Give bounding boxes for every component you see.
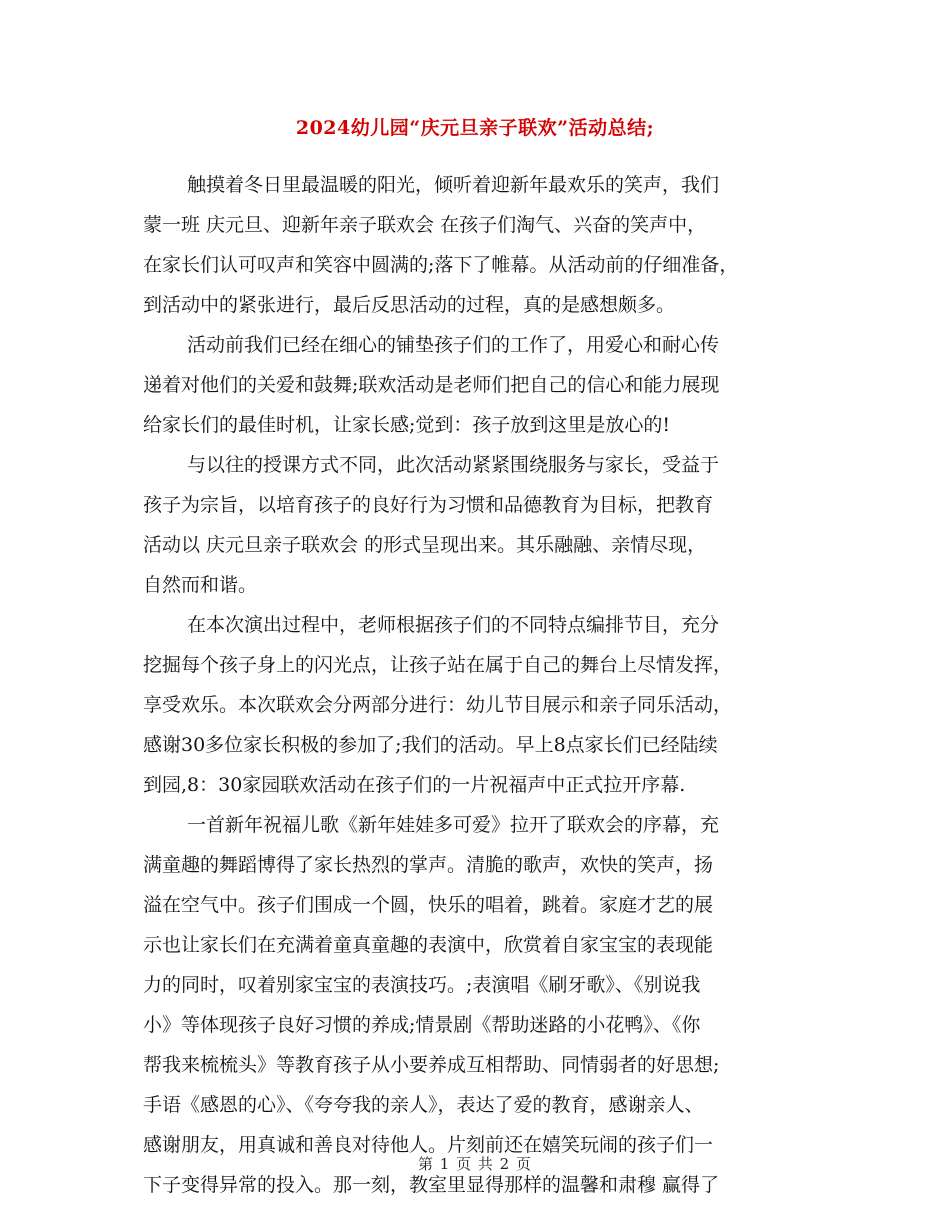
text-line: 享受欢乐。本次联欢会分两部分进行：幼儿节目展示和亲子同乐活动， — [143, 694, 733, 716]
text-line: 挖掘每个孩子身上的闪光点，让孩子站在属于自己的舞台上尽情发挥， — [143, 654, 733, 676]
text-line: 溢在空气中。孩子们围成一个圆，快乐的唱着，跳着。家庭才艺的展 — [143, 894, 714, 916]
text-line: 蒙一班 庆元旦、迎新年亲子联欢会 在孩子们淘气、兴奋的笑声中， — [143, 214, 707, 236]
text-line: 感谢朋友，用真诚和善良对待他人。片刻前还在嬉笑玩闹的孩子们一 — [143, 1134, 714, 1156]
text-line: 孩子为宗旨，以培育孩子的良好行为习惯和品德教育为目标，把教育 — [143, 494, 714, 516]
text-line: 与以往的授课方式不同，此次活动紧紧围绕服务与家长，受益于 — [187, 454, 720, 476]
document-body — [143, 165, 813, 1205]
text-line: 帮我来梳梳头》等教育孩子从小要养成互相帮助、同情弱者的好思想; — [143, 1054, 720, 1076]
page-footer: 第 1 页 共 2 页 — [418, 1155, 532, 1173]
text-line: 手语《感恩的心》、《夸夸我的亲人》，表达了爱的教育，感谢亲人、 — [143, 1094, 704, 1116]
text-line: 到活动中的紧张进行，最后反思活动的过程，真的是感想颇多。 — [143, 294, 676, 316]
text-line: 给家长们的最佳时机，让家长感;觉到：孩子放到这里是放心的! — [143, 414, 671, 436]
text-line: 触摸着冬日里最温暖的阳光，倾听着迎新年最欢乐的笑声，我们 — [187, 174, 720, 196]
document-title: 2024幼儿园“庆元旦亲子联欢”活动总结; — [295, 117, 655, 139]
text-line: 感谢30多位家长积极的参加了;我们的活动。早上8点家长们已经陆续 — [143, 734, 718, 756]
text-line: 下子变得异常的投入。那一刻，教室里显得那样的温馨和肃穆 赢得了 — [143, 1174, 720, 1196]
text-line: 示也让家长们在充满着童真童趣的表演中，欣赏着自家宝宝的表现能 — [143, 934, 714, 956]
text-line: 到园,8：30家园联欢活动在孩子们的一片祝福声中正式拉开序幕. — [143, 774, 686, 796]
text-line: 小》等体现孩子良好习惯的养成;情景剧《帮助迷路的小花鸭》、《你 — [143, 1014, 701, 1036]
text-line: 满童趣的舞蹈博得了家长热烈的掌声。清脆的歌声，欢快的笑声，扬 — [143, 854, 714, 876]
text-line: 自然而和谐。 — [143, 574, 258, 596]
text-line: 在家长们认可叹声和笑容中圆满的;落下了帷幕。从活动前的仔细准备， — [143, 254, 739, 276]
text-line: 活动以 庆元旦亲子联欢会 的形式呈现出来。其乐融融、亲情尽现， — [143, 534, 707, 556]
text-line: 力的同时，叹着别家宝宝的表演技巧。;表演唱《刷牙歌》、《别说我 — [143, 974, 701, 996]
text-line: 活动前我们已经在细心的铺垫孩子们的工作了，用爱心和耐心传 — [187, 334, 720, 356]
text-line: 一首新年祝福儿歌《新年娃娃多可爱》拉开了联欢会的序幕，充 — [187, 814, 720, 836]
text-line: 递着对他们的关爱和鼓舞;联欢活动是老师们把自己的信心和能力展现 — [143, 374, 720, 396]
text-line: 在本次演出过程中，老师根据孩子们的不同特点编排节目，充分 — [187, 614, 720, 636]
